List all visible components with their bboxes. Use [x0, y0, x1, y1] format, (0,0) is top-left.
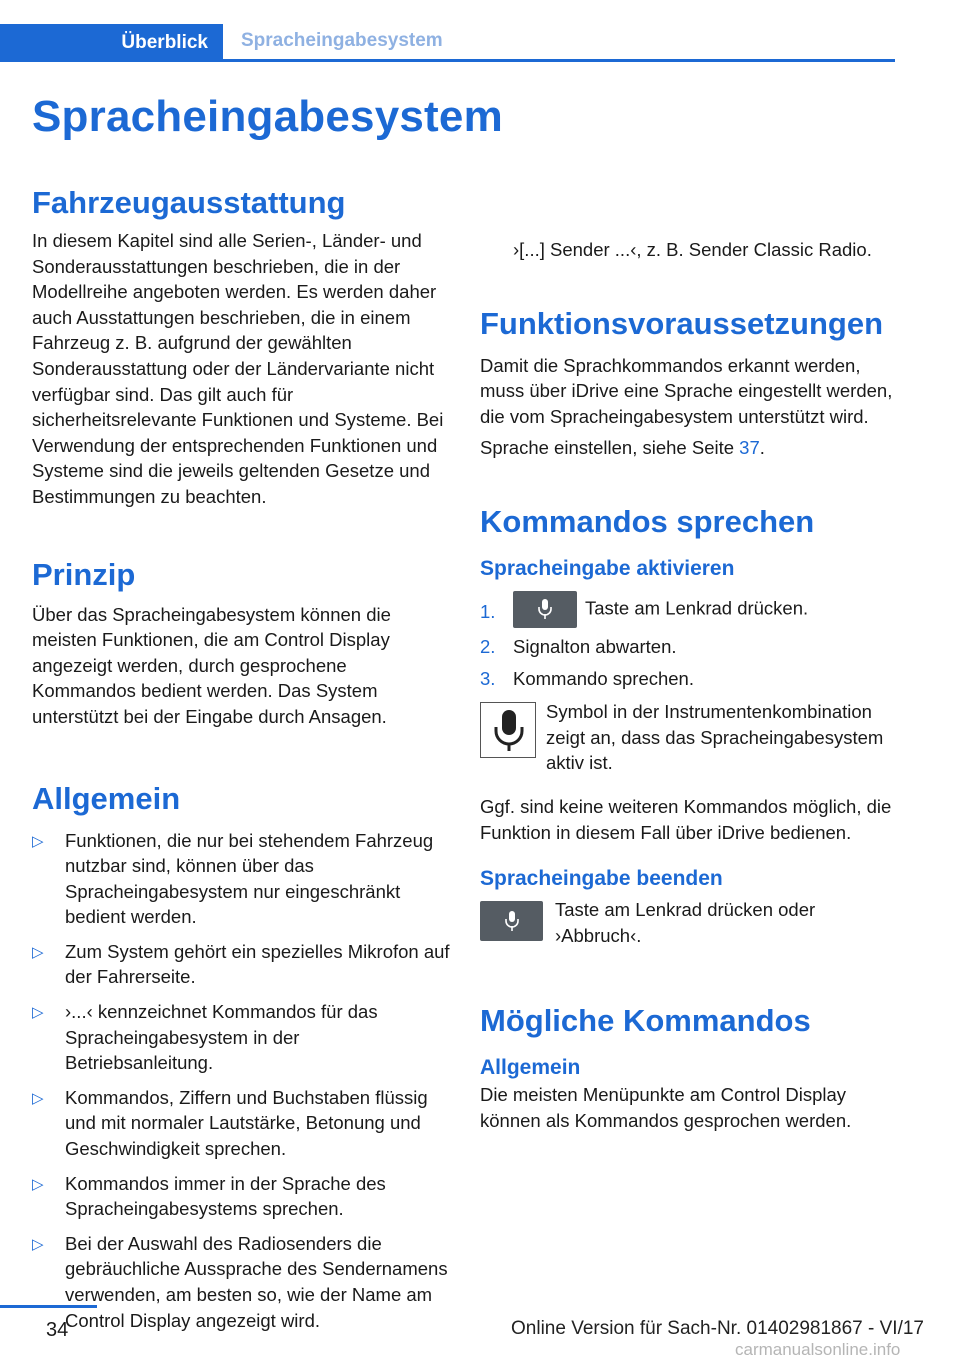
- right-column: [480, 184, 894, 1134]
- triangle-bullet-icon: ▷: [32, 1089, 44, 1107]
- heading-moegliche-kommandos: Mögliche Kommandos: [480, 1003, 811, 1039]
- microphone-icon: [481, 703, 537, 759]
- step-text: Signalton abwarten.: [513, 635, 677, 657]
- step-item: [480, 634, 894, 660]
- paragraph-voraussetzungen: Damit die Sprachkommandos erkannt werden, muss über iDrive eine Sprache eingestellt werden, die vom Spracheingabesystem unterstützt wird.: [480, 354, 893, 427]
- page-number: 34: [46, 1319, 69, 1341]
- tab-overview-label: Überblick: [121, 32, 208, 53]
- online-version: Online Version für Sach-Nr. 01402981867 - VI/17: [511, 1318, 924, 1339]
- paragraph-fahrzeugausstattung: In diesem Kapitel sind alle Serien-, Länder- und Sonderausstattungen beschrieben, die in der Modellreihe angeboten werden. Es werden daher auch Ausstattungen beschrieben, die in einem Fahrzeug z. B. aufgrund der gewählten Sonderausstattung oder der Ländervariante nicht verfügbar sind. Das gilt auch für sicherheitsrelevante Funktionen und Systeme. Bei Verwendung der entsprechenden Funktionen und Systeme sind die jeweils geltenden Gesetze und Bestimmungen zu beachten.: [32, 230, 444, 507]
- step-number: 2.: [480, 635, 496, 657]
- step-number: 1.: [480, 600, 496, 622]
- ref-prefix: Sprache einstellen, siehe Seite: [480, 437, 740, 459]
- list-item: [32, 828, 450, 930]
- footer-rule: [0, 1305, 97, 1308]
- triangle-bullet-icon: ▷: [32, 1235, 44, 1253]
- steering-voice-button: [480, 901, 543, 941]
- beenden-text: Taste am Lenkrad drücken oder ›Abbruch‹.: [555, 899, 816, 946]
- heading-kommandos-sprechen: Kommandos sprechen: [480, 503, 815, 539]
- triangle-bullet-icon: ▷: [32, 832, 44, 850]
- paragraph-hint: Ggf. sind keine weiteren Kommandos möglich, die Funktion in diesem Fall über iDrive bedienen.: [480, 795, 892, 843]
- heading-allgemein-sub: Allgemein: [480, 1056, 581, 1080]
- paragraph-prinzip: Über das Spracheingabesystem können die meisten Funktionen, die am Control Display angezeigt werden, durch gesprochene Kommandos bedient werden. Das System unterstützt bei der Eingabe durch Ansagen.: [32, 603, 391, 727]
- list-item: [32, 939, 450, 990]
- step-item: [480, 591, 894, 628]
- triangle-bullet-icon: ▷: [32, 943, 44, 961]
- list-item-text: Zum System gehört ein spezielles Mikrofon auf der Fahrerseite.: [65, 940, 450, 988]
- list-item-text: ›...‹ kennzeichnet Kommandos für das Spracheingabesystem in der Betriebsanleitung.: [65, 1001, 378, 1074]
- voice-active-symbol: [480, 702, 536, 758]
- steps-list: [480, 591, 894, 691]
- tab-voice-input[interactable]: Spracheingabesystem: [241, 30, 443, 51]
- beenden-block: [480, 897, 894, 948]
- left-column: [32, 184, 450, 1333]
- microphone-icon: [505, 911, 519, 931]
- triangle-bullet-icon: ▷: [32, 1004, 44, 1022]
- list-item-text: Funktionen, die nur bei stehendem Fahrzeug nutzbar sind, können über das Spracheingabesystem nur eingeschränkt bedient werden.: [65, 829, 434, 928]
- list-item: [32, 1085, 450, 1162]
- step-item: [480, 666, 894, 692]
- paragraph-sprache-ref: [480, 435, 894, 461]
- list-item-text: Kommandos immer in der Sprache des Spracheingabesystems sprechen.: [65, 1172, 386, 1220]
- symbol-description: Symbol in der Instrumentenkombination zeigt an, dass das Spracheingabesystem aktiv ist.: [546, 701, 884, 774]
- allgemein-list: [32, 828, 450, 1334]
- list-item-text: Kommandos, Ziffern und Buchstaben flüssig und mit normaler Lautstärke, Betonung und Geschwindigkeit sprechen.: [65, 1086, 428, 1160]
- heading-spracheingabe-beenden: Spracheingabe beenden: [480, 867, 723, 891]
- header-bar: [0, 24, 895, 62]
- ref-suffix: .: [759, 437, 765, 459]
- page-title: Spracheingabesystem: [32, 92, 503, 141]
- heading-fahrzeugausstattung: Fahrzeugausstattung: [32, 185, 346, 220]
- watermark: carmanualsonline.info: [735, 1340, 901, 1359]
- symbol-block: [480, 699, 894, 776]
- continuation-note: ›[...] Sender ...‹, z. B. Sender Classic Radio.: [513, 239, 872, 260]
- paragraph-moegliche: Die meisten Menüpunkte am Control Display können als Kommandos gesprochen werden.: [480, 1084, 852, 1131]
- step-text: Taste am Lenkrad drücken.: [585, 597, 809, 619]
- heading-spracheingabe-aktivieren: Spracheingabe aktivieren: [480, 556, 735, 580]
- list-item: [32, 1231, 450, 1333]
- heading-allgemein: Allgemein: [32, 780, 181, 816]
- tab-overview[interactable]: [0, 24, 223, 62]
- heading-funktionsvoraussetzungen: Funktionsvoraussetzungen: [480, 305, 884, 341]
- list-item: [32, 999, 450, 1076]
- list-item: [32, 1171, 450, 1222]
- steering-voice-button: [513, 591, 577, 628]
- header-rule: [0, 59, 895, 62]
- microphone-icon: [538, 599, 552, 619]
- heading-prinzip: Prinzip: [32, 556, 136, 592]
- step-number: 3.: [480, 667, 496, 689]
- step-text: Kommando sprechen.: [513, 667, 694, 689]
- triangle-bullet-icon: ▷: [32, 1175, 44, 1193]
- list-item-text: Bei der Auswahl des Radiosenders die gebräuchliche Aussprache des Sendernamens verwenden, am besten so, wie der Name am Control Display angezeigt wird.: [65, 1232, 448, 1331]
- page-link[interactable]: 37: [739, 437, 760, 459]
